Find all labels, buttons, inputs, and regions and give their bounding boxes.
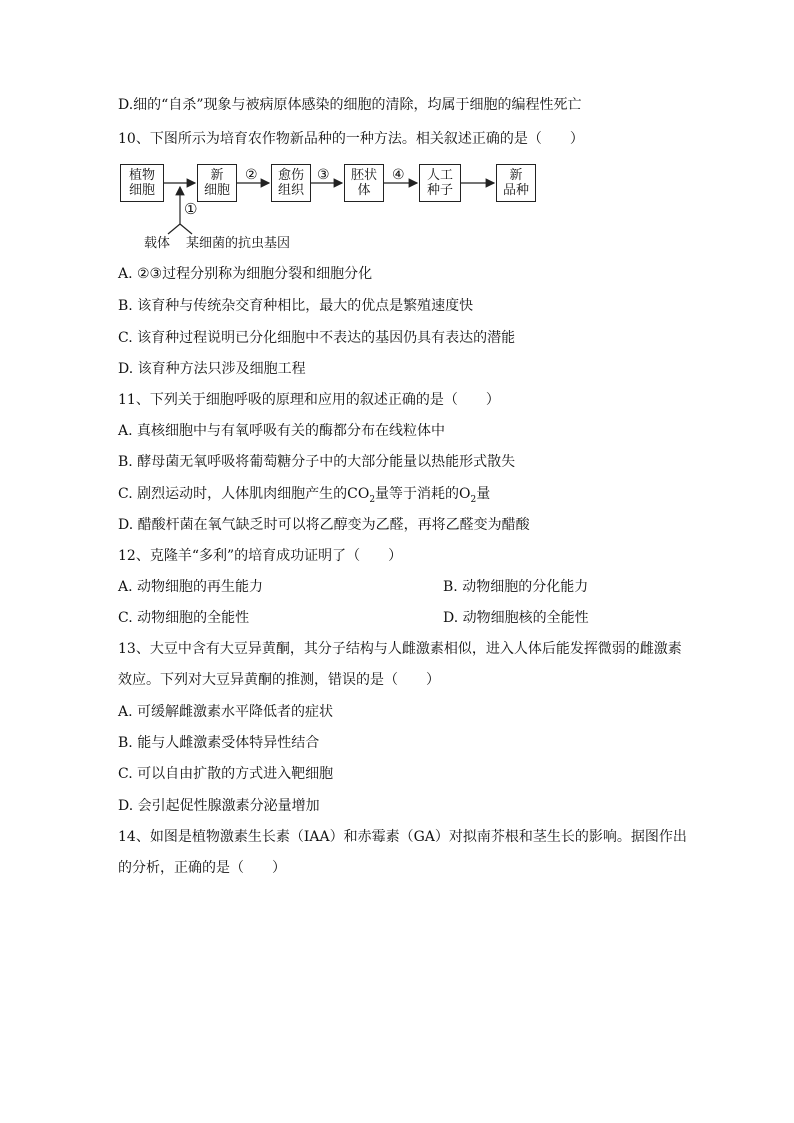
box-label: 人工	[426, 168, 453, 183]
q12-stem: 12、克隆羊“多利”的培育成功证明了（ ）	[118, 548, 403, 564]
vector-label: 载体	[144, 236, 171, 251]
q13-option-d: D. 会引起促性腺激素分泌量增加	[118, 798, 320, 814]
step-1-label: ①	[184, 200, 198, 218]
box-label: 植物	[128, 168, 155, 183]
q12-option-c: C. 动物细胞的全能性	[118, 610, 250, 626]
box-label: 细胞	[128, 183, 155, 198]
box-new-cell	[197, 164, 237, 202]
q9-option-d: D.细的“自杀”现象与被病原体感染的细胞的清除，均属于细胞的编程性死亡	[118, 97, 582, 113]
box-label: 组织	[277, 183, 304, 198]
box-label: 愈伤	[277, 168, 304, 183]
box-plant-cell	[120, 164, 164, 202]
q10-option-b: B. 该育种与传统杂交育种相比，最大的优点是繁殖速度快	[118, 298, 474, 314]
q12-option-d: D. 动物细胞核的全能性	[443, 610, 589, 626]
box-embryoid	[344, 164, 384, 202]
box-label: 种子	[426, 183, 453, 198]
q14-stem-line2: 的分析，正确的是（ ）	[118, 860, 286, 876]
box-label: 新	[509, 168, 523, 183]
q12-option-a: A. 动物细胞的再生能力	[118, 579, 264, 595]
subscript: 2	[470, 494, 477, 505]
q13-option-a: A. 可缓解雌激素水平降低者的症状	[118, 704, 334, 720]
box-label: 胚状	[350, 168, 377, 183]
q11-option-c-text: 量等于消耗的O	[375, 486, 471, 502]
box-label: 品种	[502, 183, 529, 198]
q12-option-b: B. 动物细胞的分化能力	[443, 579, 589, 595]
q10-option-c: C. 该育种过程说明已分化细胞中不表达的基因仍具有表达的潜能	[118, 330, 516, 346]
q13-option-c: C. 可以自由扩散的方式进入靶细胞	[118, 766, 334, 782]
q13-stem-line1: 13、大豆中含有大豆异黄酮，其分子结构与人雌激素相似，进入人体后能发挥微弱的雌激素	[118, 641, 682, 657]
q11-stem: 11、下列关于细胞呼吸的原理和应用的叙述正确的是（ ）	[118, 392, 500, 408]
q10-breeding-diagram	[118, 158, 558, 258]
q11-option-c	[118, 485, 490, 509]
box-artificial-seed	[419, 164, 461, 202]
q10-option-d: D. 该育种方法只涉及细胞工程	[118, 361, 306, 377]
subscript: 2	[369, 494, 376, 505]
step-2-label: ②	[245, 167, 258, 183]
q11-option-c-text: C. 剧烈运动时，人体肌肉细胞产生的CO	[118, 486, 370, 502]
q13-option-b: B. 能与人雌激素受体特异性结合	[118, 735, 320, 751]
q14-stem-line1: 14、如图是植物激素生长素（IAA）和赤霉素（GA）对拟南芥根和茎生长的影响。据图作出	[118, 829, 687, 845]
box-label: 体	[357, 183, 371, 198]
q11-option-a: A. 真核细胞中与有氧呼吸有关的酶都分布在线粒体中	[118, 423, 446, 439]
q11-option-b: B. 酵母菌无氧呼吸将葡萄糖分子中的大部分能量以热能形式散失	[118, 454, 516, 470]
q10-option-a: A. ②③过程分别称为细胞分裂和细胞分化	[118, 266, 373, 282]
q11-option-d: D. 醋酸杆菌在氧气缺乏时可以将乙醇变为乙醛，再将乙醛变为醋酸	[118, 517, 530, 533]
step-3-label: ③	[317, 167, 330, 183]
box-label: 细胞	[203, 183, 230, 198]
box-label: 新	[210, 168, 224, 183]
gene-label: 某细菌的抗虫基因	[186, 236, 291, 251]
q13-stem-line2: 效应。下列对大豆异黄酮的推测，错误的是（ ）	[118, 672, 440, 688]
step-4-label: ④	[392, 167, 405, 183]
q11-option-c-text: 量	[476, 486, 491, 502]
box-new-variety	[496, 164, 536, 202]
q10-stem: 10、下图所示为培育农作物新品种的一种方法。相关叙述正确的是（ ）	[118, 131, 584, 147]
box-callus	[271, 164, 311, 202]
